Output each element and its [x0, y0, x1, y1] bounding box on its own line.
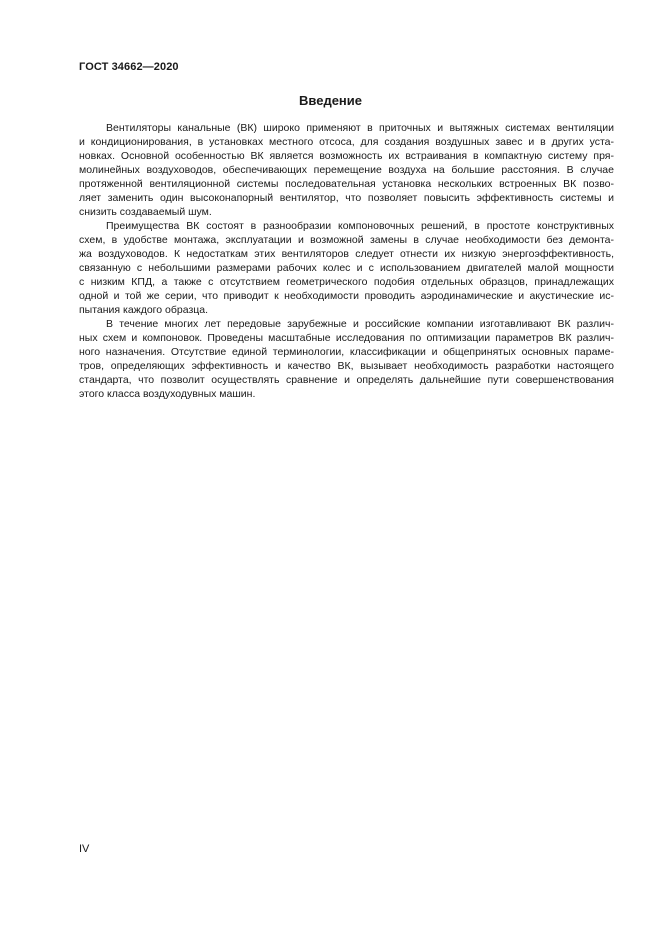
- paragraph-3: [79, 317, 614, 401]
- section-title: Введение: [299, 93, 362, 108]
- text-line: Вентиляторы канальные (ВК) широко применяют в приточных и вытяжных системах вентиляции: [106, 122, 614, 134]
- text-line: протяженной вентиляционной системы последовательная установка нескольких встроенных ВК позво-: [79, 178, 614, 190]
- text-line: Преимущества ВК состоят в разнообразии компоновочных решений, в простоте конструктивных: [106, 220, 614, 232]
- text-line: с низким КПД, а также с отсутствием геометрического подобия отдельных образцов, принадлежащих: [79, 276, 614, 288]
- page-number: IV: [79, 843, 90, 855]
- text-line: тров, определяющих эффективность и качество ВК, вызывает необходимость разработки настоящего: [79, 360, 614, 372]
- text-line: В течение многих лет передовые зарубежные и российские компании изготавливают ВК различ-: [106, 318, 614, 330]
- text-line: молинейных воздуховодов, обеспечивающих перемещение воздуха на большие расстояния. В случае: [79, 164, 614, 176]
- text-line: ных схем и компоновок. Проведены масштабные исследования по оптимизации параметров ВК различ-: [79, 332, 614, 344]
- text-line: и кондиционирования, в установках местного отсоса, для создания воздушных завес и в других уста-: [79, 136, 614, 148]
- text-line: этого класса воздуходувных машин.: [79, 388, 256, 400]
- text-line: схем, в удобстве монтажа, эксплуатации и возможной замены в случае необходимости без демонта-: [79, 234, 614, 246]
- text-line: ного назначения. Отсутствие единой терминологии, классификации и общепринятых основных параме-: [79, 346, 614, 358]
- paragraph-2: [79, 219, 614, 317]
- body-text: [79, 121, 614, 401]
- text-line: снизить создаваемый шум.: [79, 206, 212, 218]
- text-line: новках. Основной особенностью ВК является возможность их встраивания в компактную систему пря-: [79, 150, 614, 162]
- text-line: одной и той же серии, что приводит к необходимости проводить аэродинамические и акустические ис-: [79, 290, 614, 302]
- text-line: жа воздуховодов. К недостаткам этих вентиляторов следует отнести их низкую энергоэффективность,: [79, 248, 614, 260]
- paragraph-1: [79, 121, 614, 219]
- text-line: стандарта, что позволит осуществлять сравнение и определять дальнейшие пути совершенствования: [79, 374, 614, 386]
- standard-code-header: ГОСТ 34662—2020: [79, 61, 179, 73]
- text-line: ляет заменить один высоконапорный вентилятор, что позволяет повысить эффективность системы и: [79, 192, 614, 204]
- text-line: пытания каждого образца.: [79, 304, 209, 316]
- text-line: связанную с небольшими размерами рабочих колес и с использованием двигателей малой мощности: [79, 262, 614, 274]
